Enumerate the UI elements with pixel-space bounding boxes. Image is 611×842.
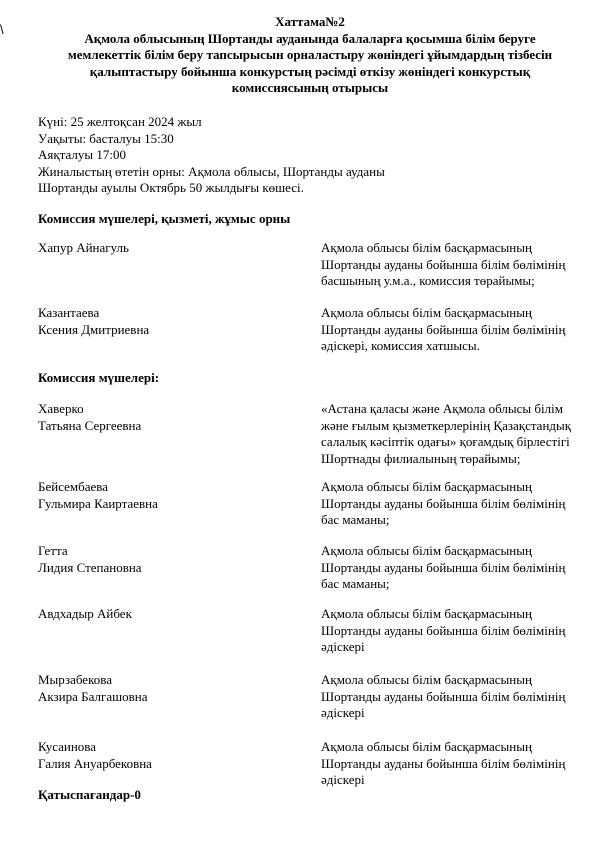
person-name-line: Авдхадыр Айбек: [38, 606, 132, 621]
person-role-line: Ақмола облысы білім басқармасының: [321, 305, 532, 320]
person-name: [38, 739, 298, 772]
meeting-details: [38, 114, 385, 197]
person-role-line: Ақмола облысы білім басқармасының: [321, 606, 532, 621]
person-role-line: Ақмола облысы білім басқармасының: [321, 479, 532, 494]
meeting-date: Күні: 25 желтоқсан 2024 жыл: [38, 114, 202, 129]
meeting-start-time: Уақыты: басталуы 15:30: [38, 130, 174, 146]
person-name-line: Хапур Айнагуль: [38, 240, 129, 255]
person-role-line: салалық кәсіптік одағы» қоғамдық бірлестігі: [321, 434, 570, 449]
person-role-line: Шортанды ауданы бойынша білім бөлімінің: [321, 622, 566, 638]
person-role-line: Шортнады филиалының төрайымы;: [321, 450, 521, 466]
person-name: [38, 672, 298, 705]
person-role-line: бас маманы;: [321, 512, 390, 527]
person-role-line: Шортанды ауданы бойынша білім бөлімінің: [321, 688, 566, 704]
person-role-line: Шортанды ауданы бойынша білім бөлімінің: [321, 559, 566, 575]
person-role-line: басшының у.м.а., комиссия төрайымы;: [321, 273, 535, 288]
header-line: мемлекеттік білім беру тапсырысын орналастыру жөніндегі ұйымдардың тізбесін: [67, 47, 553, 62]
person-name-line: Акзира Балгашовна: [38, 688, 148, 704]
person-role: [321, 672, 596, 722]
person-name-line: Хаверко: [38, 401, 84, 416]
person-role-line: Шортанды ауданы бойынша білім бөлімінің: [321, 256, 566, 272]
person-name-line: Казантаева: [38, 305, 100, 320]
person-name-line: Лидия Степановна: [38, 559, 142, 575]
header-line: Ақмола облысының Шортанды ауданында балаларға қосымша білім беруге: [84, 30, 536, 46]
person-name-line: Галия Ануарбековна: [38, 755, 152, 771]
person-name-line: Татьяна Сергеевна: [38, 417, 142, 433]
meeting-place-street: Шортанды ауылы Октябрь 50 жылдығы көшесі.: [38, 180, 304, 195]
person-role-line: әдіскері: [321, 639, 365, 654]
person-name: [38, 479, 298, 512]
person-role-line: бас маманы;: [321, 576, 390, 591]
person-role: [321, 606, 596, 656]
person-name: [38, 240, 298, 257]
person-role-line: әдіскері, комиссия хатшысы.: [321, 338, 480, 353]
header-line: комиссиясының отырысы: [231, 80, 389, 95]
person-role-line: Ақмола облысы білім басқармасының: [321, 672, 532, 687]
person-name-line: Мырзабекова: [38, 672, 112, 687]
person-role: [321, 401, 596, 467]
document-title: Хаттама№2: [275, 14, 345, 29]
person-name: [38, 305, 298, 338]
document-header: [30, 14, 590, 97]
person-role-line: Шортанды ауданы бойынша білім бөлімінің: [321, 321, 566, 337]
person-role: [321, 479, 596, 529]
header-line: қалыптастыру бойынша конкурстың рәсімді өткізу жөніндегі конкурстық: [89, 63, 531, 79]
person-role-line: Шортанды ауданы бойынша білім бөлімінің: [321, 495, 566, 511]
person-role: [321, 305, 596, 355]
person-role: [321, 739, 596, 789]
corner-mark: \: [0, 22, 4, 37]
person-role-line: Ақмола облысы білім басқармасының: [321, 240, 532, 255]
person-role-line: Шортанды ауданы бойынша білім бөлімінің: [321, 755, 566, 771]
person-name-line: Бейсембаева: [38, 479, 109, 494]
person-role-line: Ақмола облысы білім басқармасының: [321, 739, 532, 754]
person-name-line: Гульмира Каиртаевна: [38, 495, 158, 511]
person-role-line: және ғылым қызметкерлерінің Қазақстандық: [321, 417, 572, 433]
person-name-line: Гетта: [38, 543, 68, 558]
meeting-end-time: Аяқталуы 17:00: [38, 147, 126, 162]
person-name: [38, 606, 298, 623]
person-name-line: Кусаинова: [38, 739, 97, 754]
person-role-line: әдіскері: [321, 705, 365, 720]
person-role: [321, 543, 596, 593]
section-heading-members: Комиссия мүшелері:: [38, 370, 160, 385]
section-heading-absent: Қатыспағандар-0: [38, 787, 141, 802]
meeting-place: Жиналыстың өтетін орны: Ақмола облысы, Шортанды ауданы: [38, 163, 385, 179]
section-heading-members-roles: Комиссия мүшелері, қызметі, жұмыс орны: [38, 211, 291, 226]
person-role-line: Ақмола облысы білім басқармасының: [321, 543, 532, 558]
person-name-line: Ксения Дмитриевна: [38, 321, 150, 337]
person-role-line: әдіскері: [321, 772, 365, 787]
person-name: [38, 401, 298, 434]
person-role: [321, 240, 596, 290]
person-role-line: «Астана қаласы және Ақмола облысы білім: [321, 401, 563, 416]
person-name: [38, 543, 298, 576]
